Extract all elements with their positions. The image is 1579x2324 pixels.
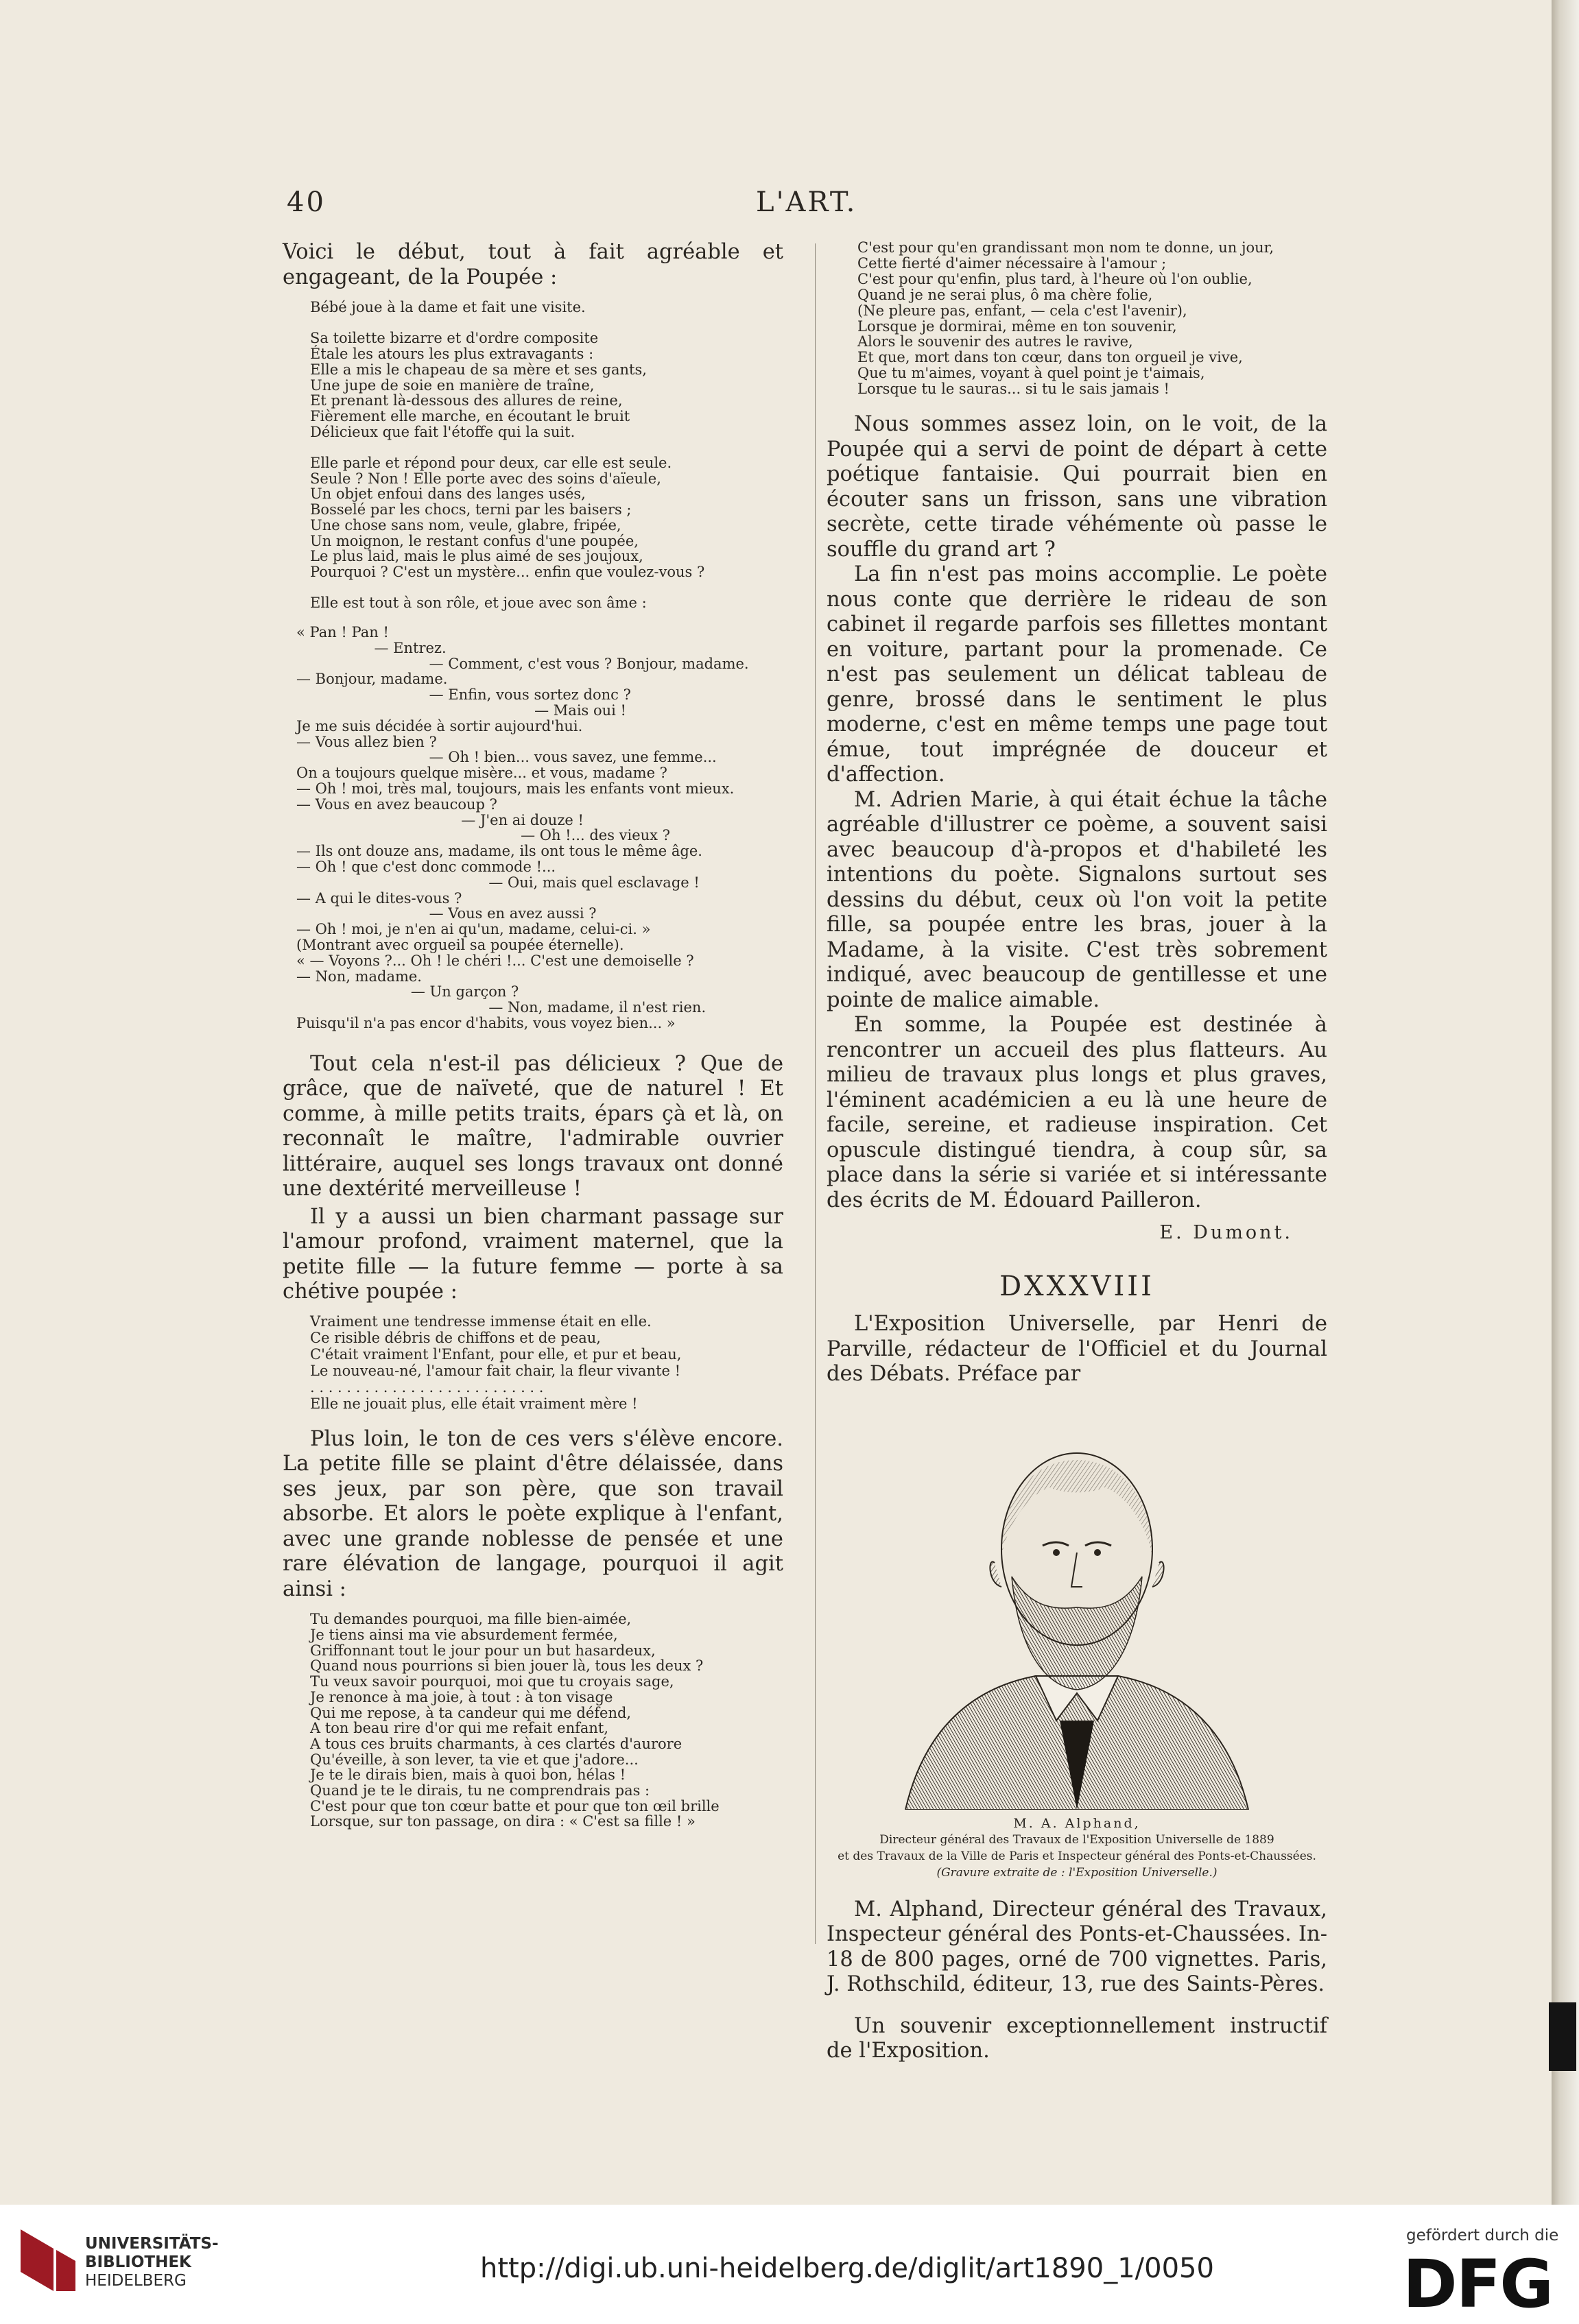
library-name-line: BIBLIOTHEK bbox=[85, 2253, 191, 2271]
verse-line: (Ne pleure pas, enfant, — cela c'est l'avenir), bbox=[857, 302, 1187, 319]
verse-line: Quand je ne serai plus, ô ma chère folie, bbox=[857, 286, 1153, 303]
verse-line: C'est pour qu'en grandissant mon nom te donne, un jour, bbox=[857, 239, 1274, 256]
dialogue-line: — Oh ! que c'est donc commode !... bbox=[296, 859, 556, 876]
verse-line: Je renonce à ma joie, à tout : à ton visage bbox=[310, 1688, 613, 1705]
verse-line: Et prenant là-dessous des allures de reine, bbox=[310, 392, 623, 409]
verse-line: Tu veux savoir pourquoi, moi que tu croyais sage, bbox=[310, 1673, 674, 1690]
verse-line: Et que, mort dans ton cœur, dans ton orgueil je vive, bbox=[857, 349, 1243, 366]
caption-line: et des Travaux de la Ville de Paris et Inspecteur général des Ponts-et-Chaussées. bbox=[838, 1849, 1316, 1863]
dialogue-line: — Oh !... des vieux ? bbox=[296, 827, 670, 844]
column-rule bbox=[815, 243, 816, 1944]
poem-excerpt-2 bbox=[283, 1313, 783, 1412]
verse-line: Fièrement elle marche, en écoutant le bruit bbox=[310, 407, 630, 424]
intro-paragraph: Voici le début, tout à fait agréable et engageant, de la Poupée : bbox=[283, 240, 783, 289]
dialogue-line: — Oui, mais quel esclavage ! bbox=[296, 874, 700, 891]
digitization-footer bbox=[0, 2205, 1579, 2324]
caption-source: (Gravure extraite de : l'Exposition Universelle.) bbox=[936, 1865, 1218, 1880]
dialogue-line: — Oh ! bien... vous savez, une femme... bbox=[296, 749, 717, 766]
paragraph: Un souvenir exceptionnellement instructif de l'Exposition. bbox=[827, 2013, 1327, 2063]
verse-line bbox=[310, 580, 783, 596]
verse-line: Que tu m'aimes, voyant à quel point je t'aimais, bbox=[857, 365, 1205, 382]
verse-line: Une jupe de soie en manière de traîne, bbox=[310, 376, 595, 394]
verse-line: Le nouveau-né, l'amour fait chair, la fleur vivante ! bbox=[310, 1362, 681, 1379]
verse-line bbox=[310, 315, 783, 331]
dialogue-line: — Non, madame, il n'est rien. bbox=[296, 999, 707, 1016]
dialogue-line: — Vous en avez beaucoup ? bbox=[296, 795, 497, 813]
verse-line: Lorsque, sur ton passage, on dira : « C'est sa fille ! » bbox=[310, 1813, 696, 1830]
paragraph: M. Alphand, Directeur général des Travaux, Inspecteur général des Ponts-et-Chaussées. In-18 de 800 pages, orné de 700 vignettes. Paris, J. Rothschild, éditeur, 13, rue des Saints-Pères. bbox=[827, 1897, 1327, 1997]
poem-excerpt-3 bbox=[283, 1612, 783, 1830]
verse-line: Ce risible débris de chiffons et de peau, bbox=[310, 1329, 601, 1346]
verse-line: Pourquoi ? C'est un mystère... enfin que voulez-vous ? bbox=[310, 563, 705, 580]
page-edge bbox=[1552, 0, 1579, 2205]
paragraph: Tout cela n'est-il pas délicieux ? Que de grâce, que de naïveté, que de naturel ! Et comme, à mille petits traits, épars çà et là, on reconnaît le maître, l'admirable ouvrier littéraire, auquel ses longs travaux ont donné une dextérité merveilleuse ! bbox=[283, 1051, 783, 1201]
dialogue-line: « Pan ! Pan ! bbox=[296, 624, 389, 641]
dialogue-line: — Enfin, vous sortez donc ? bbox=[296, 686, 631, 704]
verse-line: Quand je te le dirais, tu ne comprendrais pas : bbox=[310, 1782, 650, 1799]
library-name-line: HEIDELBERG bbox=[85, 2272, 187, 2290]
caption-line: Directeur général des Travaux de l'Exposition Universelle de 1889 bbox=[879, 1832, 1274, 1847]
poem-excerpt-4 bbox=[827, 240, 1327, 397]
verse-line: Tu demandes pourquoi, ma fille bien-aimée, bbox=[310, 1611, 632, 1628]
poem-excerpt-1 bbox=[283, 300, 783, 611]
paragraph: M. Adrien Marie, à qui était échue la tâche agréable d'illustrer ce poème, a souvent saisi avec beaucoup d'à-propos et d'habileté les intentions du poète. Signalons surtout ses dessins du début, ceux où l'on voit la petite fille, sa poupée entre les bras, jouer à la Madame, à la visite. C'est très sobrement indiqué, avec beaucoup de gentillesse et une pointe de malice aimable. bbox=[827, 787, 1327, 1012]
verse-line: Elle est tout à son rôle, et joue avec son âme : bbox=[310, 595, 647, 612]
scan-marker bbox=[1549, 2002, 1576, 2071]
dialogue-line: Puisqu'il n'a pas encor d'habits, vous voyez bien... » bbox=[296, 1014, 676, 1031]
verse-line: Sa toilette bizarre et d'ordre composite bbox=[310, 330, 599, 347]
dialogue-line: — Oh ! moi, je n'en ai qu'un, madame, celui-ci. » bbox=[296, 921, 651, 938]
verse-line: Elle parle et répond pour deux, car elle est seule. bbox=[310, 455, 672, 472]
dialogue-line: On a toujours quelque misère... et vous, madame ? bbox=[296, 765, 667, 782]
dialogue-line: — J'en ai douze ! bbox=[296, 811, 584, 828]
verse-line: Elle a mis le chapeau de sa mère et ses gants, bbox=[310, 361, 647, 378]
verse-line: C'était vraiment l'Enfant, pour elle, et pur et beau, bbox=[310, 1345, 682, 1363]
portrait-engraving bbox=[899, 1398, 1255, 1810]
portrait-caption bbox=[827, 1815, 1327, 1881]
verse-line: Griffonnant tout le jour pour un but hasardeux, bbox=[310, 1642, 656, 1659]
verse-line: Un objet enfoui dans des langes usés, bbox=[310, 486, 586, 503]
verse-line: Cette fierté d'aimer nécessaire à l'amour ; bbox=[857, 254, 1167, 272]
dialogue-line: — Vous en avez aussi ? bbox=[296, 905, 597, 922]
dialogue-line: — Mais oui ! bbox=[296, 702, 626, 719]
verse-line: Qu'éveille, à son lever, ta vie et que j'adore... bbox=[310, 1751, 639, 1768]
paragraph: La fin n'est pas moins accomplie. Le poète nous conte que derrière le rideau de son cabinet il regarde parfois ses fillettes montant en voiture, partant pour la promenade. Ce n'est pas seulement un délicat tableau de genre, brossé dans le sentiment le plus moderne, c'est en même temps une page tout émue, tout imprégnée de douceur et d'affection. bbox=[827, 562, 1327, 787]
dialogue-line: « — Voyons ?... Oh ! le chéri !... C'est une demoiselle ? bbox=[296, 952, 694, 969]
dfg-logo: DFG bbox=[1403, 2246, 1553, 2323]
dialogue-line: — Un garçon ? bbox=[296, 983, 519, 1001]
verse-line bbox=[310, 440, 783, 455]
verse-line: Vraiment une tendresse immense était en elle. bbox=[310, 1313, 652, 1330]
running-title: L'ART. bbox=[756, 187, 857, 218]
dialogue-line: (Montrant avec orgueil sa poupée éternelle). bbox=[296, 937, 624, 953]
paragraph: Plus loin, le ton de ces vers s'élève encore. La petite fille se plaint d'être délaissée, dans ses jeux, par son père, que son travail absorbe. Et alors le poète explique à l'enfant, avec une grande noblesse de pensée et une rare élévation de langage, pourquoi il agit ainsi : bbox=[283, 1426, 783, 1601]
left-column bbox=[283, 240, 783, 1830]
verse-line: Lorsque tu le sauras... si tu le sais jamais ! bbox=[857, 381, 1170, 398]
verse-line: Seule ? Non ! Elle porte avec des soins d'aïeule, bbox=[310, 470, 661, 487]
permalink-url[interactable]: http://digi.ub.uni-heidelberg.de/diglit/art1890_1/0050 bbox=[480, 2253, 1214, 2284]
verse-line: Un moignon, le restant confus d'une poupée, bbox=[310, 532, 639, 549]
caption-name: M. A. Alphand, bbox=[1013, 1815, 1141, 1831]
author-signature: E. Dumont. bbox=[1159, 1222, 1293, 1244]
verse-line: C'est pour qu'enfin, plus tard, à l'heure où l'on oublie, bbox=[857, 270, 1252, 287]
right-column bbox=[827, 240, 1327, 2064]
library-name-line: UNIVERSITÄTS- bbox=[85, 2235, 219, 2253]
verse-line: Lorsque je dormirai, même en ton souvenir, bbox=[857, 318, 1177, 335]
paragraph: Nous sommes assez loin, on le voit, de la Poupée qui a servi de point de départ à cette poétique fantaisie. Qui pourrait bien en écouter sans un frisson, sans une vibration secrète, cette tirade véhémente où passe le souffle du grand art ? bbox=[827, 412, 1327, 562]
verse-line: Le plus laid, mais le plus aimé de ses joujoux, bbox=[310, 548, 643, 565]
dialogue-line: — Ils ont douze ans, madame, ils ont tous le même âge. bbox=[296, 843, 702, 860]
page-number: 40 bbox=[287, 187, 326, 218]
verse-line: A ton beau rire d'or qui me refait enfant, bbox=[310, 1720, 609, 1737]
verse-line: Délicieux que fait l'étoffe qui la suit. bbox=[310, 423, 575, 440]
dialogue-line: Je me suis décidée à sortir aujourd'hui. bbox=[296, 717, 583, 734]
verse-line: C'est pour que ton cœur batte et pour que ton œil brille bbox=[310, 1797, 720, 1814]
verse-line: Quand nous pourrions si bien jouer là, tous les deux ? bbox=[310, 1657, 704, 1675]
dialogue-line: — Oh ! moi, très mal, toujours, mais les enfants vont mieux. bbox=[296, 780, 735, 798]
paragraph: En somme, la Poupée est destinée à rencontrer un accueil des plus flatteurs. Au milieu de travaux plus longs et plus graves, l'éminent académicien a eu là une heure de facile, sereine, et radieuse inspiration. Cet opuscule distingué tiendra, à coup sûr, sa place dans la série si variée et si intéressante des écrits de M. Édouard Pailleron. bbox=[827, 1013, 1327, 1212]
verse-line: Une chose sans nom, veule, glabre, fripée, bbox=[310, 516, 621, 534]
dialogue-line: — Vous allez bien ? bbox=[296, 733, 437, 750]
dialogue-line: — A qui le dites-vous ? bbox=[296, 889, 462, 907]
verse-line: Qui me repose, à ta candeur qui me défend, bbox=[310, 1704, 632, 1721]
verse-line: A tous ces bruits charmants, à ces clartés d'aurore bbox=[310, 1735, 682, 1752]
verse-line: . . . . . . . . . . . . . . . . . . . . . . . . . . bbox=[310, 1378, 544, 1395]
verse-line: Étale les atours les plus extravagants : bbox=[310, 346, 594, 363]
university-library-logo-icon bbox=[21, 2229, 75, 2291]
verse-line: Elle ne jouait plus, elle était vraiment mère ! bbox=[310, 1395, 638, 1412]
verse-line: Bosselé par les chocs, terni par les baisers ; bbox=[310, 501, 632, 518]
paragraph: Il y a aussi un bien charmant passage sur l'amour profond, vraiment maternel, que la petite fille — la future femme — porte à sa chétive poupée : bbox=[283, 1204, 783, 1304]
verse-line: Je te le dirais bien, mais à quoi bon, hélas ! bbox=[310, 1766, 626, 1784]
poem-dialogue bbox=[283, 625, 783, 1031]
library-name bbox=[85, 2235, 219, 2290]
dialogue-line: — Entrez. bbox=[296, 639, 447, 656]
dialogue-line: — Comment, c'est vous ? Bonjour, madame. bbox=[296, 655, 749, 672]
funding-label: gefördert durch die bbox=[1406, 2227, 1559, 2244]
section-number: DXXXVIII bbox=[999, 1271, 1154, 1303]
verse-line: Alors le souvenir des autres le ravive, bbox=[857, 333, 1133, 350]
review-intro: L'Exposition Universelle, par Henri de Parville, rédacteur de l'Officiel et du Journal des Débats. Préface par bbox=[827, 1312, 1327, 1387]
verse-line: Bébé joue à la dame et fait une visite. bbox=[310, 299, 586, 315]
verse-line: Je tiens ainsi ma vie absurdement fermée, bbox=[310, 1626, 618, 1643]
dialogue-line: — Bonjour, madame. bbox=[296, 671, 448, 688]
dialogue-line: — Non, madame. bbox=[296, 968, 422, 985]
